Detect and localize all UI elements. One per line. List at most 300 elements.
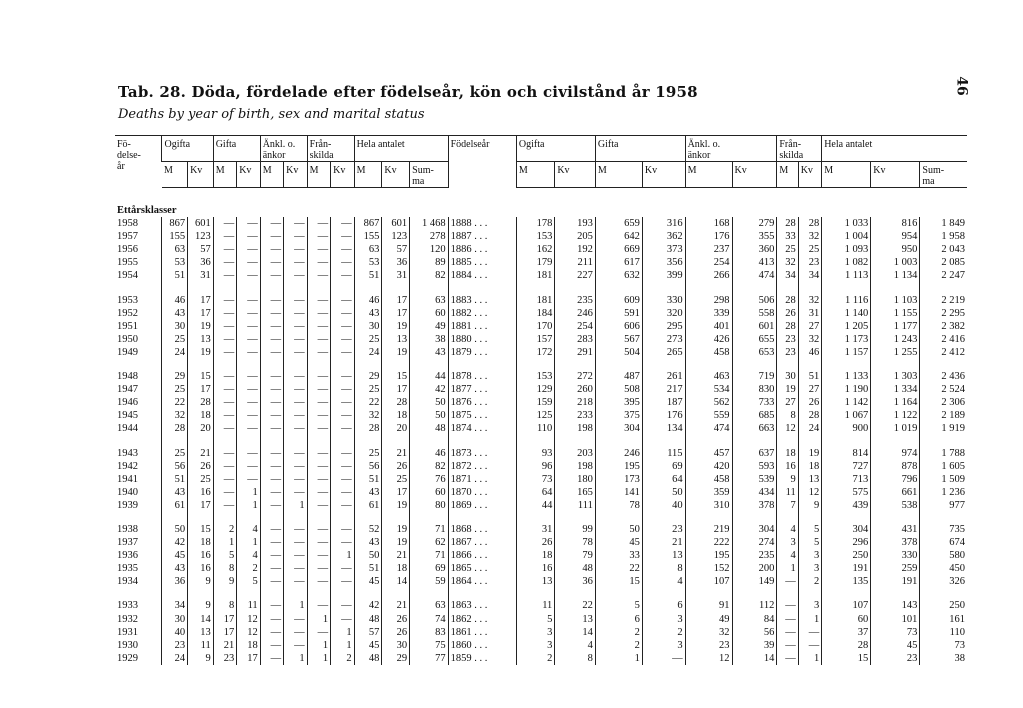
table-row [115,536,967,549]
spacer-cell [595,436,642,447]
value-cell: 19 [798,447,822,460]
spacer-cell [382,512,410,523]
value-cell: 9 [777,473,798,486]
value-cell: 19 [382,346,410,359]
group-spacer [115,512,967,523]
value-cell: 134 [642,422,685,435]
value-cell: 458 [685,473,732,486]
spacer-cell [237,436,261,447]
value-cell: 110 [920,626,967,639]
value-cell: 450 [920,562,967,575]
value-cell: 78 [555,536,596,549]
value-cell: 16 [188,549,214,562]
value-cell: 159 [516,396,554,409]
value-cell: 17 [188,307,214,320]
spacer-cell [307,512,330,523]
value-cell: — [777,613,798,626]
birth-year-mid-cell: 1861 . . . [448,626,516,639]
value-cell: — [331,269,355,282]
value-cell: 28 [354,422,382,435]
value-cell: 195 [685,549,732,562]
spacer-cell [777,588,798,599]
birth-year-cell: 1944 [117,423,138,435]
value-cell: 101 [871,613,920,626]
value-cell: — [331,447,355,460]
spacer-cell [732,436,777,447]
header-summa: Sum- ma [920,162,967,188]
header-kv: Kv [331,162,355,188]
value-cell: 19 [382,536,410,549]
value-cell: — [260,652,283,665]
header-hela-right: Hela antalet [822,136,967,162]
value-cell: 18 [188,409,214,422]
value-cell: 17 [382,383,410,396]
value-cell: 43 [354,486,382,499]
value-cell: 49 [685,613,732,626]
value-cell: 360 [732,243,777,256]
value-cell: 1 303 [871,370,920,383]
value-cell: — [260,346,283,359]
value-cell: 20 [382,422,410,435]
value-cell: 977 [920,499,967,512]
value-cell: — [307,409,330,422]
table-row [115,294,967,307]
value-cell: — [237,460,261,473]
value-cell: 23 [798,256,822,269]
value-cell: 29 [382,652,410,665]
value-cell: — [307,396,330,409]
value-cell: 19 [188,346,214,359]
spacer-cell [237,359,261,370]
value-cell: 152 [685,562,732,575]
header-m: M [213,162,236,188]
value-cell: 17 [188,499,214,512]
value-cell: 1 003 [871,256,920,269]
birth-year-cell: 1934 [117,576,138,588]
value-cell: 107 [822,599,871,612]
value-cell: 235 [555,294,596,307]
value-cell: 320 [642,307,685,320]
value-cell: 79 [555,549,596,562]
value-cell: 1 [798,613,822,626]
birth-year-cell: 1956 [117,244,138,256]
value-cell: 26 [516,536,554,549]
value-cell: 63 [162,243,188,256]
header-fran-left: Från- skilda [307,136,354,162]
value-cell: 11 [516,599,554,612]
value-cell: 304 [595,422,642,435]
value-cell: — [331,346,355,359]
value-cell: — [260,294,283,307]
value-cell: — [284,256,307,269]
header-kv: Kv [237,162,261,188]
header-m: M [777,162,798,188]
birth-year-mid-cell: 1887 . . . [448,230,516,243]
value-cell: — [777,599,798,612]
value-cell: — [798,639,822,652]
spacer-cell [871,436,920,447]
table-row [115,333,967,346]
value-cell: — [260,613,283,626]
birth-year-cell: 1937 [117,537,138,549]
value-cell: 73 [516,473,554,486]
spacer-cell [516,588,554,599]
birth-year-mid-cell: 1881 . . . [448,320,516,333]
value-cell: 250 [822,549,871,562]
value-cell: 655 [732,333,777,346]
value-cell: — [284,346,307,359]
value-cell: 178 [516,217,554,230]
value-cell: 1 103 [871,294,920,307]
value-cell: 76 [410,473,448,486]
birth-year-cell: 1942 [117,460,138,472]
value-cell: 28 [777,294,798,307]
value-cell: 1 140 [822,307,871,320]
value-cell: 89 [410,256,448,269]
value-cell: 3 [798,562,822,575]
value-cell: 1 004 [822,230,871,243]
value-cell: 143 [871,599,920,612]
value-cell: 13 [188,333,214,346]
value-cell: 57 [354,626,382,639]
birth-year-mid-cell: 1888 . . . [448,217,516,230]
value-cell: — [260,383,283,396]
value-cell: 51 [162,473,188,486]
value-cell: 181 [516,294,554,307]
value-cell: — [331,383,355,396]
spacer-cell [920,588,967,599]
value-cell: 355 [732,230,777,243]
value-cell: 1 033 [822,217,871,230]
birth-year-cell: 1957 [117,231,138,243]
value-cell: — [331,230,355,243]
spacer-cell [822,588,871,599]
spacer-cell [595,512,642,523]
value-cell: 168 [685,217,732,230]
value-cell: 173 [595,473,642,486]
spacer-cell [595,588,642,599]
birth-year-cell: 1950 [117,333,138,345]
value-cell: 29 [162,370,188,383]
value-cell: 165 [555,486,596,499]
birth-year-cell: 1952 [117,307,138,319]
value-cell: 29 [354,370,382,383]
value-cell: — [284,269,307,282]
value-cell: — [331,217,355,230]
value-cell: 25 [188,473,214,486]
value-cell: 458 [685,346,732,359]
spacer-cell [237,588,261,599]
spacer-cell [685,359,732,370]
value-cell: 82 [410,269,448,282]
value-cell: 15 [822,652,871,665]
header-kv: Kv [555,162,596,188]
value-cell: 1 [307,639,330,652]
value-cell: 1 [307,613,330,626]
value-cell: 356 [642,256,685,269]
spacer-cell [213,588,236,599]
value-cell: — [307,256,330,269]
value-cell: 34 [798,269,822,282]
spacer-cell [448,588,516,599]
value-cell: 63 [410,294,448,307]
value-cell: 413 [732,256,777,269]
spacer-cell [642,512,685,523]
value-cell: — [331,422,355,435]
value-cell: 261 [642,370,685,383]
table-row [115,599,967,612]
value-cell: — [777,575,798,588]
value-cell: 43 [162,486,188,499]
value-cell: 6 [642,599,685,612]
value-cell: 162 [516,243,554,256]
table-row [115,639,967,652]
spacer-cell [516,512,554,523]
spacer-cell [798,436,822,447]
value-cell: 2 085 [920,256,967,269]
header-m: M [685,162,732,188]
value-cell: 48 [354,613,382,626]
value-cell: 42 [410,383,448,396]
birth-year-mid-cell: 1882 . . . [448,307,516,320]
value-cell: 110 [516,422,554,435]
spacer-cell [307,359,330,370]
deaths-table [115,135,967,665]
header-m: M [516,162,554,188]
value-cell: 91 [685,599,732,612]
spacer-cell [354,359,382,370]
value-cell: 36 [162,575,188,588]
value-cell: 274 [732,536,777,549]
spacer-cell [410,283,448,294]
value-cell: — [331,333,355,346]
value-cell: 26 [777,307,798,320]
value-cell: 193 [555,217,596,230]
value-cell: 73 [871,626,920,639]
spacer-cell [777,283,798,294]
value-cell: 8 [555,652,596,665]
value-cell: 31 [188,269,214,282]
value-cell: — [331,523,355,536]
spacer-cell [115,436,162,447]
value-cell: — [237,256,261,269]
value-cell: 395 [595,396,642,409]
value-cell: 14 [188,613,214,626]
value-cell: — [284,217,307,230]
value-cell: 431 [871,523,920,536]
spacer-cell [382,588,410,599]
value-cell: — [642,652,685,665]
value-cell: — [237,243,261,256]
value-cell: 46 [410,447,448,460]
value-cell: — [213,370,236,383]
value-cell: 161 [920,613,967,626]
group-spacer [115,588,967,599]
value-cell: 1 173 [822,333,871,346]
value-cell: 36 [382,256,410,269]
value-cell: 3 [516,626,554,639]
value-cell: 2 219 [920,294,967,307]
spacer-cell [284,283,307,294]
value-cell: — [284,626,307,639]
birth-year-mid-cell: 1866 . . . [448,549,516,562]
birth-year-mid-cell: 1883 . . . [448,294,516,307]
value-cell: 153 [516,370,554,383]
value-cell: — [331,599,355,612]
spacer-cell [331,588,355,599]
value-cell: 867 [162,217,188,230]
value-cell: — [260,409,283,422]
value-cell: 4 [237,523,261,536]
value-cell: 50 [595,523,642,536]
value-cell: 534 [685,383,732,396]
value-cell: 1 142 [822,396,871,409]
birth-year-cell: 1931 [117,626,138,638]
value-cell: 30 [777,370,798,383]
value-cell: — [284,460,307,473]
table-subtitle: Deaths by year of birth, sex and marital status [118,107,425,122]
value-cell: — [307,599,330,612]
value-cell: 1 [331,549,355,562]
value-cell: 830 [732,383,777,396]
value-cell: 112 [732,599,777,612]
value-cell: 17 [188,294,214,307]
value-cell: 3 [798,549,822,562]
value-cell: 24 [354,346,382,359]
value-cell: 25 [162,383,188,396]
value-cell: 250 [920,599,967,612]
value-cell: 26 [188,460,214,473]
value-cell: — [284,230,307,243]
header-ogifta-left: Ogifta [162,136,213,162]
value-cell: 40 [642,499,685,512]
spacer-cell [410,359,448,370]
value-cell: — [284,370,307,383]
value-cell: 53 [162,256,188,269]
spacer-cell [798,588,822,599]
value-cell: 330 [871,549,920,562]
value-cell: 254 [555,320,596,333]
value-cell: 26 [382,460,410,473]
birth-year-mid-cell: 1862 . . . [448,613,516,626]
spacer-cell [115,359,162,370]
value-cell: 674 [920,536,967,549]
value-cell: 1 134 [871,269,920,282]
value-cell: 580 [920,549,967,562]
value-cell: — [260,562,283,575]
value-cell: 426 [685,333,732,346]
value-cell: 1 [237,536,261,549]
value-cell: 685 [732,409,777,422]
spacer-cell [162,283,188,294]
value-cell: — [237,320,261,333]
spacer-cell [354,588,382,599]
value-cell: 11 [777,486,798,499]
spacer-cell [354,436,382,447]
value-cell: 39 [732,639,777,652]
value-cell: — [260,230,283,243]
spacer-cell [555,436,596,447]
value-cell: 17 [213,613,236,626]
header-ankl-right: Änkl. o. änkor [685,136,777,162]
value-cell: 867 [354,217,382,230]
value-cell: 900 [822,422,871,435]
table-row [115,346,967,359]
value-cell: 719 [732,370,777,383]
value-cell: — [284,473,307,486]
value-cell: 115 [642,447,685,460]
value-cell: 46 [162,294,188,307]
value-cell: 11 [188,639,214,652]
birth-year-mid-cell: 1868 . . . [448,523,516,536]
value-cell: 1 788 [920,447,967,460]
value-cell: 15 [595,575,642,588]
value-cell: 669 [595,243,642,256]
header-fran-right: Från- skilda [777,136,822,162]
value-cell: — [307,370,330,383]
value-cell: 504 [595,346,642,359]
header-kv: Kv [871,162,920,188]
value-cell: 25 [798,243,822,256]
value-cell: — [777,652,798,665]
birth-year-mid-cell: 1864 . . . [448,575,516,588]
value-cell: 43 [162,562,188,575]
value-cell: 609 [595,294,642,307]
value-cell: — [213,346,236,359]
value-cell: — [237,473,261,486]
value-cell: — [331,486,355,499]
value-cell: — [260,269,283,282]
value-cell: 32 [798,294,822,307]
value-cell: 69 [642,460,685,473]
value-cell: 48 [555,562,596,575]
value-cell: 32 [798,333,822,346]
spacer-cell [260,283,283,294]
value-cell: 4 [777,549,798,562]
birth-year-mid-cell: 1859 . . . [448,652,516,665]
value-cell: 25 [382,473,410,486]
spacer-cell [555,283,596,294]
value-cell: 73 [920,639,967,652]
spacer-cell [642,588,685,599]
value-cell: 25 [162,447,188,460]
value-cell: — [213,499,236,512]
value-cell: 45 [354,575,382,588]
value-cell: — [237,333,261,346]
value-cell: 506 [732,294,777,307]
value-cell: 273 [642,333,685,346]
value-cell: 28 [777,217,798,230]
birth-year-mid-cell: 1860 . . . [448,639,516,652]
value-cell: 21 [642,536,685,549]
value-cell: 653 [732,346,777,359]
value-cell: 9 [188,599,214,612]
value-cell: — [307,549,330,562]
spacer-cell [920,436,967,447]
value-cell: 23 [777,346,798,359]
value-cell: — [260,256,283,269]
value-cell: 22 [162,396,188,409]
value-cell: 16 [777,460,798,473]
value-cell: 34 [777,269,798,282]
value-cell: 179 [516,256,554,269]
spacer-cell [732,283,777,294]
value-cell: 32 [354,409,382,422]
spacer-cell [284,588,307,599]
header-gifta-right: Gifta [595,136,685,162]
spacer-cell [213,359,236,370]
value-cell: — [213,473,236,486]
